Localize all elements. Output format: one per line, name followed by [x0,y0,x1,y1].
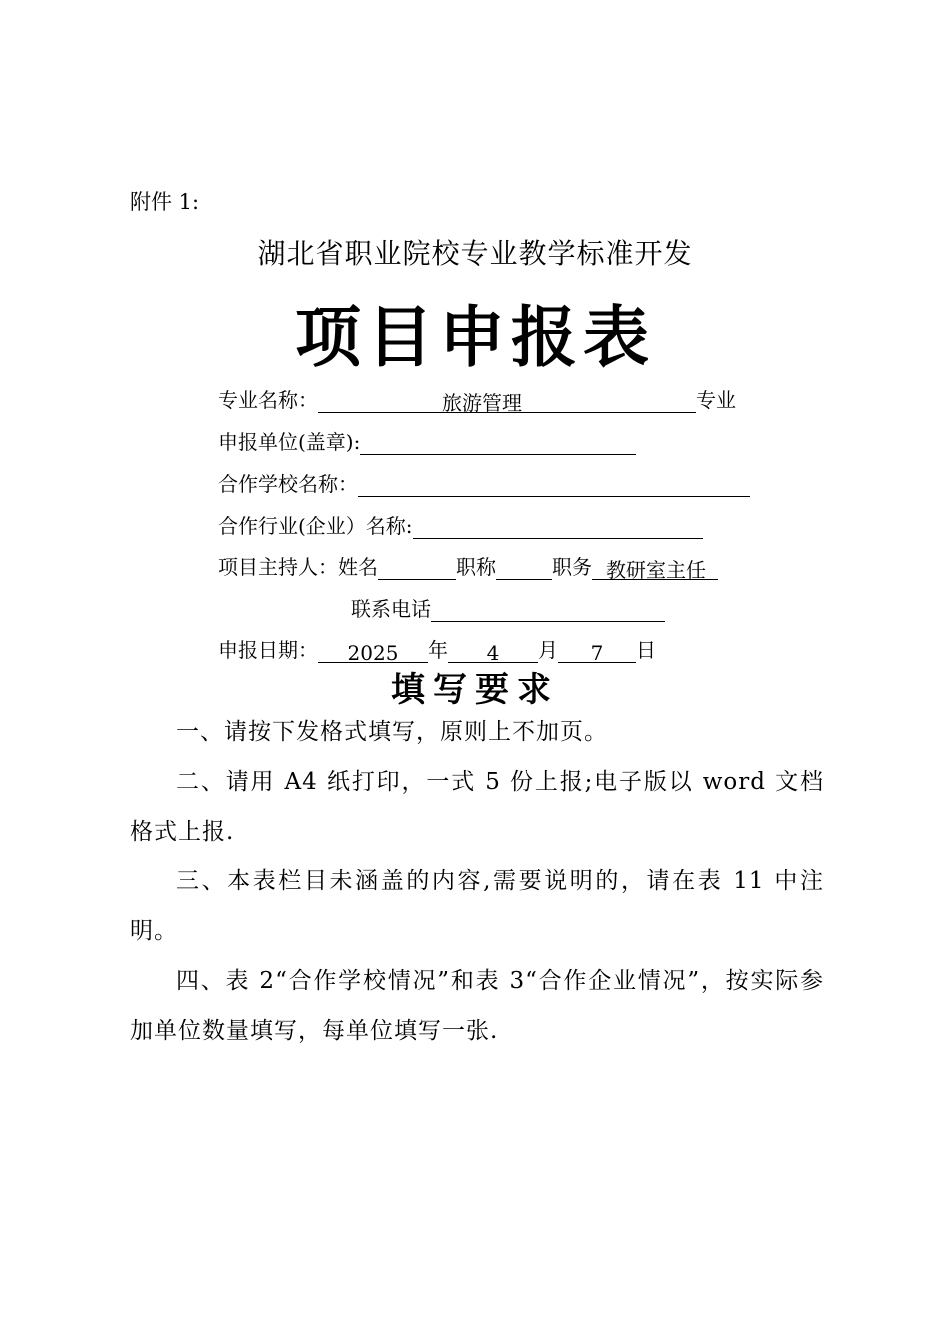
requirement-item: 一、请按下发格式填写，原则上不加页。 [176,719,608,745]
day-label: 日 [636,638,656,662]
requirements-title: 填写要求 [391,670,559,710]
major-field [218,387,736,413]
school-label: 合作学校名称： [218,472,358,496]
unit-label: 申报单位(盖章): [218,430,361,454]
position-label: 职务 [552,555,592,579]
position-input[interactable] [592,557,718,580]
requirement-item: 四、表 2“合作学校情况”和表 3“合作企业情况”，按实际参加单位数量填写，每单位填写一张. [130,968,824,1044]
host-label: 项目主持人：姓名 [218,555,378,579]
unit-input[interactable] [360,432,636,455]
document-title: 项目申报表 [295,299,655,376]
attachment-label: 附件 1: [130,190,200,214]
title-label: 职称 [456,555,496,579]
industry-field [218,513,703,539]
title-input[interactable] [496,557,552,580]
phone-field [351,596,665,622]
month-input[interactable] [448,640,538,663]
phone-label: 联系电话 [351,597,431,621]
year-label: 年 [428,638,448,662]
day-input[interactable] [558,640,636,663]
major-input[interactable] [318,390,696,413]
school-input[interactable] [358,474,750,497]
unit-field [218,429,636,455]
industry-label: 合作行业(企业）名称: [218,514,413,538]
year-input[interactable] [318,640,428,663]
year-value: 2025 [347,641,399,665]
requirement-item: 二、请用 A4 纸打印，一式 5 份上报;电子版以 word 文档格式上报. [130,769,824,845]
month-label: 月 [538,638,558,662]
host-field [218,554,718,580]
school-field [218,471,750,497]
document-subtitle: 湖北省职业院校专业教学标准开发 [257,237,693,270]
requirement-item: 三、本表栏目未涵盖的内容,需要说明的，请在表 11 中注明。 [130,868,824,944]
date-field [218,637,656,663]
host-name-input[interactable] [378,557,456,580]
major-label: 专业名称： [218,388,318,412]
major-suffix: 专业 [696,388,736,412]
position-value: 教研室主任 [606,558,706,582]
industry-input[interactable] [413,516,703,539]
major-value: 旅游管理 [442,391,522,415]
month-value: 4 [486,641,500,665]
phone-input[interactable] [431,599,665,622]
date-label: 申报日期： [218,638,318,662]
day-value: 7 [590,641,604,665]
